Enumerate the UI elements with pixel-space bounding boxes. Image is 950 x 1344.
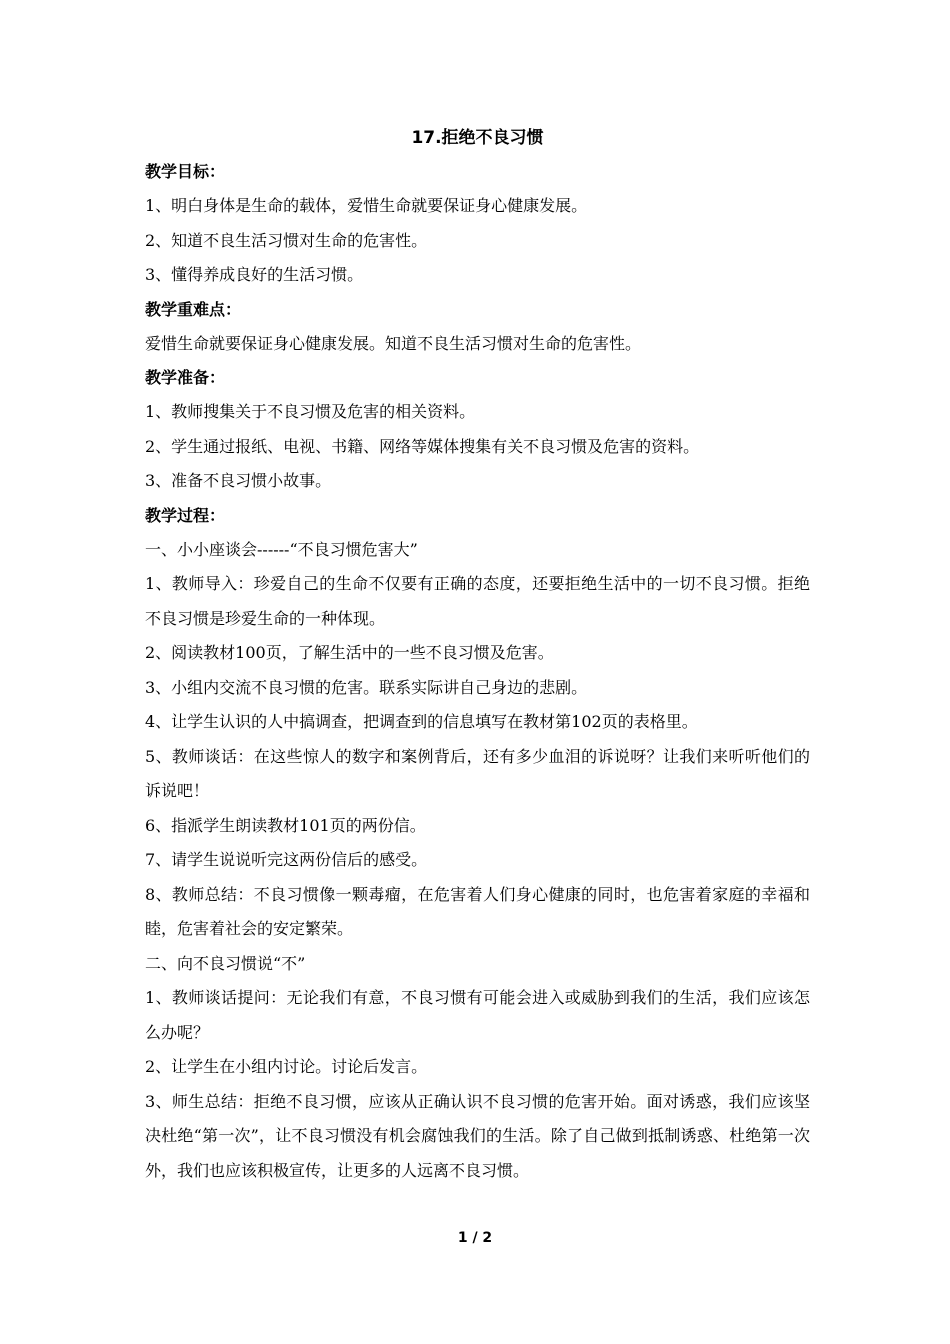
process-item: 1、教师导入：珍爱自己的生命不仅要有正确的态度，还要拒绝生活中的一切不良习惯。拒绝不良习惯是珍爱生命的一种体现。 — [145, 574, 810, 628]
process-item: 2、阅读教材100页，了解生活中的一些不良习惯及危害。 — [145, 643, 554, 662]
goal-item: 3、懂得养成良好的生活习惯。 — [145, 265, 364, 284]
process-part1-title: 一、小小座谈会------“不良习惯危害大” — [145, 539, 418, 559]
process-item: 6、指派学生朗读教材101页的两份信。 — [145, 815, 426, 835]
process-item: 8、教师总结：不良习惯像一颗毒瘤，在危害着人们身心健康的同时，也危害着家庭的幸福和睦，危害着社会的安定繁荣。 — [145, 884, 810, 938]
goals-heading: 教学目标： — [145, 162, 226, 181]
document-title: 17.拒绝不良习惯 — [411, 128, 544, 148]
key-points-heading: 教学重难点： — [145, 299, 242, 319]
process-item: 4、让学生认识的人中搞调查，把调查到的信息填写在教材第102页的表格里。 — [145, 712, 698, 731]
process-part2-title: 二、向不良习惯说“不” — [145, 953, 306, 973]
page-number: 1 / 2 — [457, 1230, 493, 1246]
preparation-item: 2、学生通过报纸、电视、书籍、网络等媒体搜集有关不良习惯及危害的资料。 — [145, 436, 700, 456]
preparation-heading: 教学准备： — [145, 368, 226, 387]
process-heading: 教学过程： — [145, 505, 226, 525]
preparation-item: 1、教师搜集关于不良习惯及危害的相关资料。 — [145, 402, 476, 421]
goal-item: 2、知道不良生活习惯对生命的危害性。 — [145, 230, 428, 250]
process-item: 1、教师谈话提问：无论我们有意，不良习惯有可能会进入或威胁到我们的生活，我们应该怎么办呢？ — [145, 988, 810, 1042]
document-page — [145, 121, 810, 1188]
process-item: 3、小组内交流不良习惯的危害。联系实际讲自己身边的悲剧。 — [145, 677, 588, 697]
preparation-item: 3、准备不良习惯小故事。 — [145, 471, 332, 490]
key-point-item: 爱惜生命就要保证身心健康发展。知道不良生活习惯对生命的危害性。 — [145, 333, 642, 353]
process-item: 3、师生总结：拒绝不良习惯，应该从正确认识不良习惯的危害开始。面对诱惑，我们应该坚决杜绝“第一次”，让不良习惯没有机会腐蚀我们的生活。除了自己做到抵制诱惑、杜绝第一次外，我们也应该积极宣传，让更多的人远离不良习惯。 — [145, 1091, 810, 1180]
process-item: 5、教师谈话：在这些惊人的数字和案例背后，还有多少血泪的诉说呀？让我们来听听他们的诉说吧！ — [145, 746, 810, 800]
process-item: 7、请学生说说听完这两份信后的感受。 — [145, 850, 428, 869]
goal-item: 1、明白身体是生命的载体，爱惜生命就要保证身心健康发展。 — [145, 196, 588, 215]
process-item: 2、让学生在小组内讨论。讨论后发言。 — [145, 1057, 428, 1076]
